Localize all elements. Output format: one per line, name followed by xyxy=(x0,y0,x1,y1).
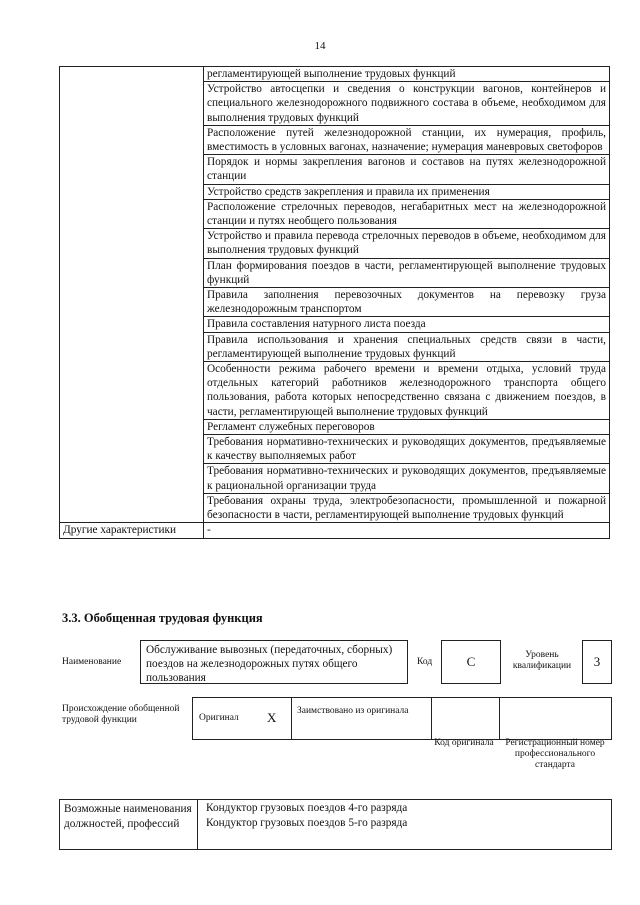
borrowed-cell xyxy=(291,698,432,739)
requirement-item: Расположение путей железнодорожной станции, их нумерация, профиль, вместимость в условных вагонах, назначение; нумерация маневровых светофоров xyxy=(204,125,610,154)
positions-label-cell xyxy=(60,800,198,849)
positions-label: Возможные наименования должностей, профессий xyxy=(64,803,192,830)
requirement-row xyxy=(60,155,610,184)
name-label: Наименование xyxy=(62,657,122,667)
requirement-label-cell xyxy=(60,125,204,154)
code-label: Код xyxy=(417,657,433,667)
requirement-label-cell xyxy=(60,229,204,258)
origin-label: Происхождение обобщенной трудовой функции xyxy=(62,704,180,725)
requirement-row xyxy=(60,288,610,317)
code-value: C xyxy=(466,654,476,669)
code-original-cell xyxy=(431,698,500,739)
requirement-row xyxy=(60,493,610,522)
original-label: Оригинал xyxy=(199,713,239,723)
requirement-label-cell xyxy=(60,258,204,287)
function-name-box xyxy=(140,640,408,684)
requirement-item: План формирования поездов в части, регламентирующей выполнение трудовых функций xyxy=(204,258,610,287)
requirement-item: регламентирующей выполнение трудовых функций xyxy=(204,67,610,82)
requirement-item: Требования нормативно-технических и руководящих документов, предъявляемые к качеству выполняемых работ xyxy=(204,435,610,464)
requirements-table xyxy=(59,66,610,539)
other-characteristics-value: - xyxy=(204,523,610,538)
code-value-box xyxy=(441,640,501,684)
requirement-item: Порядок и нормы закрепления вагонов и составов на путях железнодорожной станции xyxy=(204,155,610,184)
requirement-item: Устройство и правила перевода стрелочных переводов в объеме, необходимом для выполнения трудовых функций xyxy=(204,229,610,258)
original-mark: X xyxy=(267,710,277,725)
requirement-row xyxy=(60,229,610,258)
requirement-label-cell xyxy=(60,155,204,184)
requirement-row xyxy=(60,362,610,420)
requirement-row xyxy=(60,125,610,154)
reg-number-cell xyxy=(499,698,611,739)
requirement-item: Расположение стрелочных переводов, негабаритных мест на железнодорожной станции и путях необщего пользования xyxy=(204,199,610,228)
requirement-item: Устройство автосцепки и сведения о конструкции вагонов, контейнеров и специального железнодорожного подвижного состава в объеме, необходимом для выполнения трудовых функций xyxy=(204,82,610,126)
requirement-label-cell xyxy=(60,199,204,228)
requirement-item: Требования нормативно-технических и руководящих документов, предъявляемые к рациональной организации труда xyxy=(204,464,610,493)
reg-number-caption: Регистрационный номер профессионального стандарта xyxy=(505,738,605,770)
requirement-label-cell xyxy=(60,332,204,361)
requirement-row xyxy=(60,332,610,361)
requirement-item: Правила заполнения перевозочных документов на перевозку груза железнодорожным транспортом xyxy=(204,288,610,317)
requirement-label-cell xyxy=(60,435,204,464)
positions-values xyxy=(206,801,407,831)
requirement-row xyxy=(60,419,610,434)
position-item: Кондуктор грузовых поездов 4-го разряда xyxy=(206,802,408,814)
section-title: 3.3. Обобщенная трудовая функция xyxy=(62,611,263,625)
original-cell xyxy=(193,698,292,739)
position-item: Кондуктор грузовых поездов 5-го разряда xyxy=(206,817,408,829)
requirement-item: Особенности режима рабочего времени и времени отдыха, условий труда отдельных категорий работников железнодорожного транспорта общего пользования, работа которых непосредственно связана с движением поездов, в части, регламентирующей выполнение трудовых функций xyxy=(204,362,610,420)
positions-table xyxy=(59,799,612,850)
requirement-row xyxy=(60,464,610,493)
other-characteristics-label: Другие характеристики xyxy=(60,523,204,538)
requirement-row xyxy=(60,199,610,228)
function-name-value: Обслуживание вывозных (передаточных, сборных) поездов на железнодорожных путях общего пользования xyxy=(146,644,393,684)
requirement-row xyxy=(60,317,610,332)
requirement-item: Требования охраны труда, электробезопасности, промышленной и пожарной безопасности в части, регламентирующей выполнение трудовых функций xyxy=(204,493,610,522)
requirement-row xyxy=(60,184,610,199)
requirement-item: Правила использования и хранения специальных средств связи в части, регламентирующей выполнение трудовых функций xyxy=(204,332,610,361)
page-number: 14 xyxy=(314,40,326,52)
qualification-level-value: 3 xyxy=(593,654,601,669)
requirement-row xyxy=(60,82,610,126)
requirement-label-cell xyxy=(60,362,204,420)
requirement-label-cell xyxy=(60,82,204,126)
requirement-label-cell xyxy=(60,184,204,199)
requirement-item: Регламент служебных переговоров xyxy=(204,419,610,434)
requirement-row xyxy=(60,258,610,287)
requirement-label-cell xyxy=(60,288,204,317)
code-original-caption: Код оригинала xyxy=(434,738,494,748)
requirement-row xyxy=(60,67,610,82)
requirement-item: Устройство средств закрепления и правила их применения xyxy=(204,184,610,199)
requirement-label-cell xyxy=(60,419,204,434)
qualification-level-label: Уровень квалификации xyxy=(512,650,572,671)
other-characteristics-row xyxy=(60,523,610,538)
requirement-label-cell xyxy=(60,67,204,82)
requirement-row xyxy=(60,435,610,464)
requirement-label-cell xyxy=(60,317,204,332)
requirement-label-cell xyxy=(60,464,204,493)
requirement-label-cell xyxy=(60,493,204,522)
origin-table xyxy=(192,697,612,740)
borrowed-label: Заимствовано из оригинала xyxy=(297,706,409,716)
qualification-level-box xyxy=(582,640,612,684)
requirement-item: Правила составления натурного листа поезда xyxy=(204,317,610,332)
